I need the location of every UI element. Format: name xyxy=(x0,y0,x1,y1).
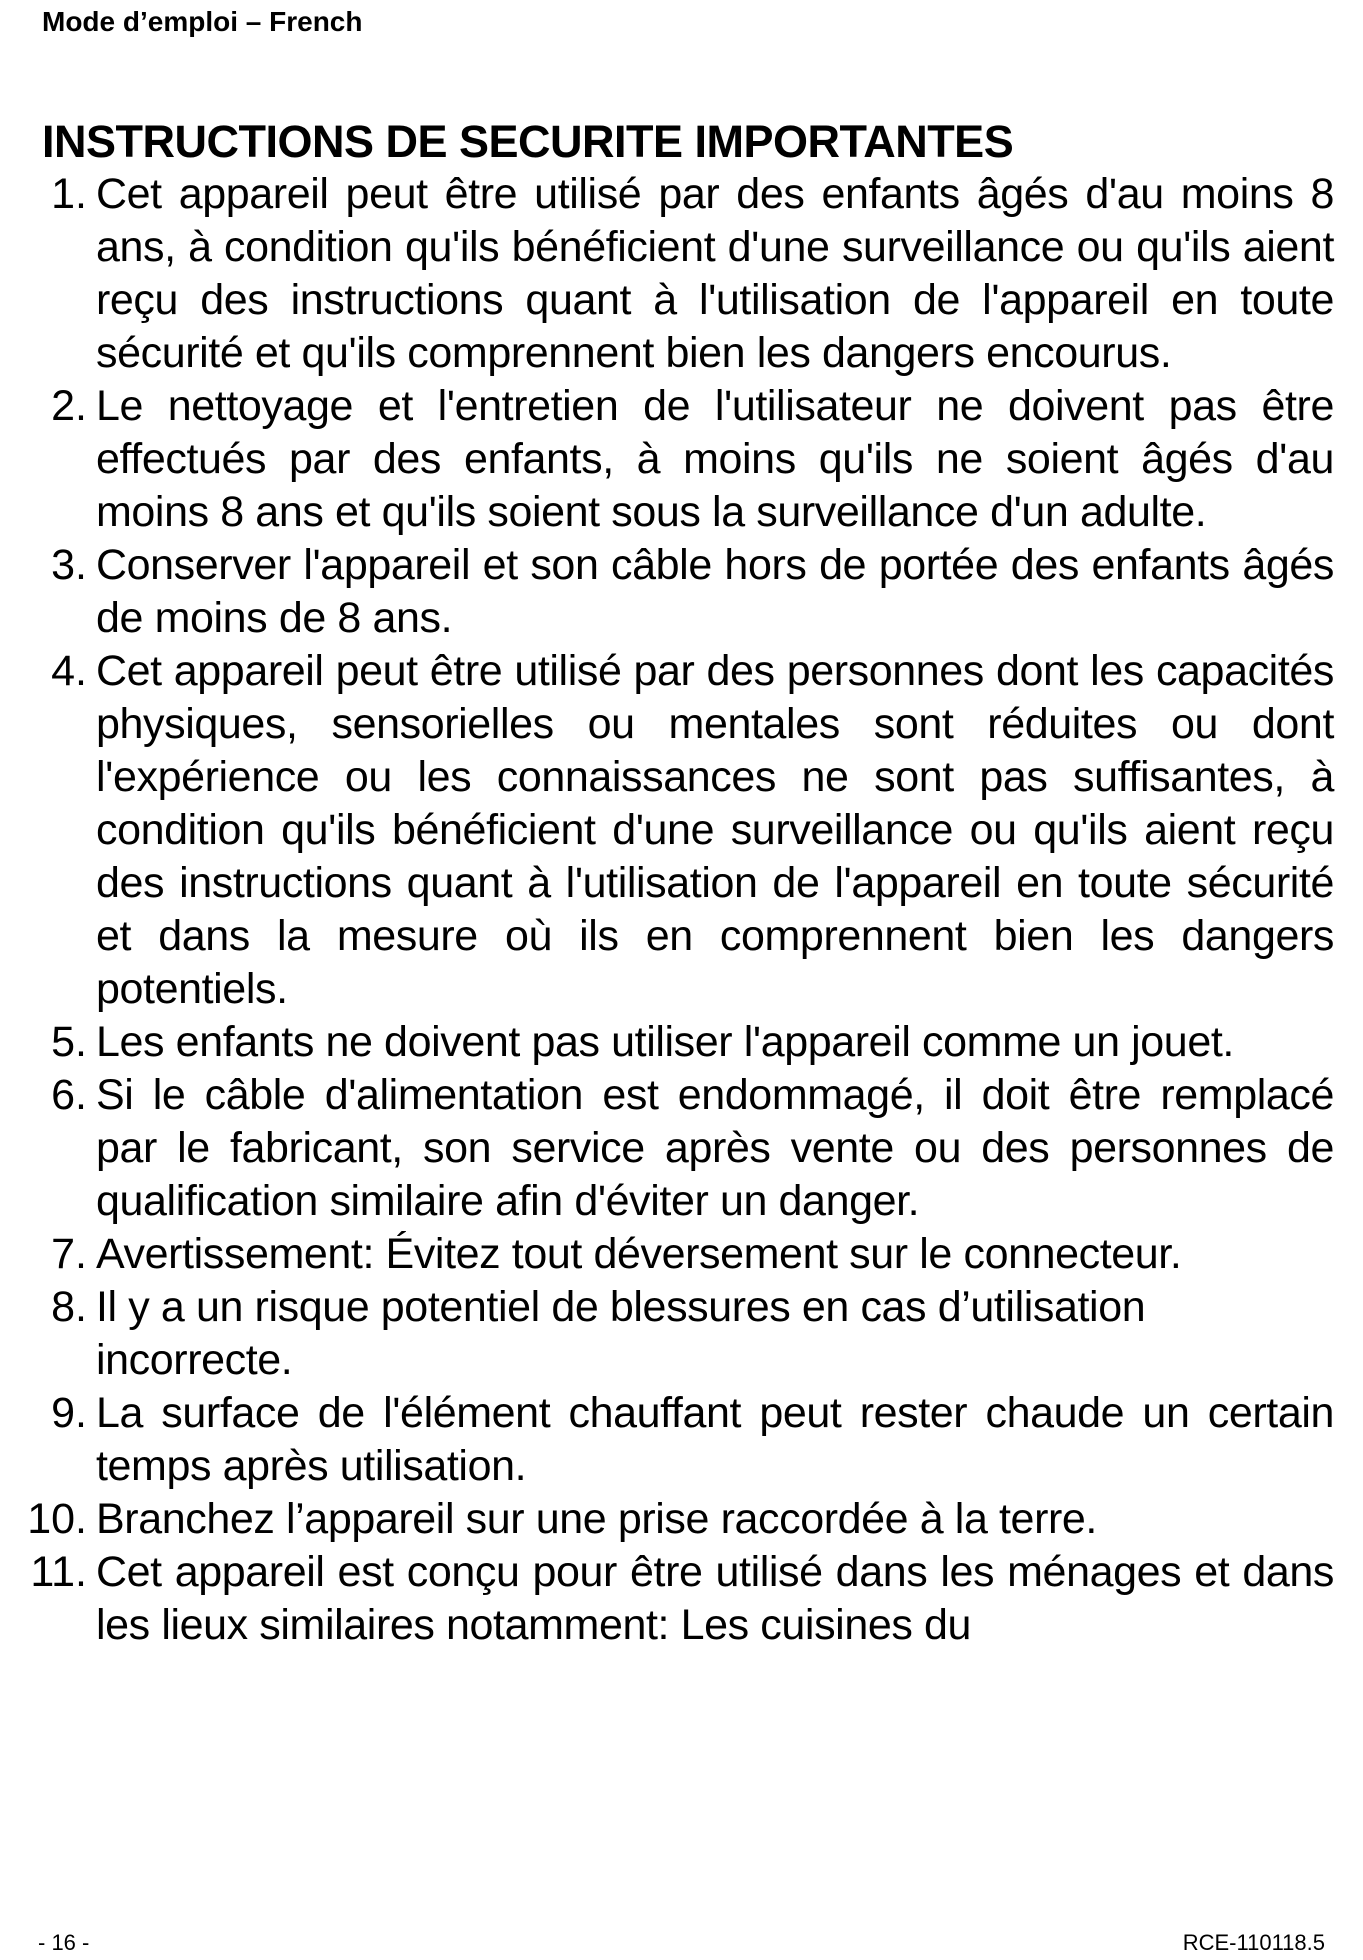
list-item xyxy=(0,1493,1363,1546)
item-number: 10. xyxy=(27,1495,87,1543)
item-text: Cet appareil est conçu pour être utilisé dans les ménages et dans les lieux similaires notamment: Les cuisines du xyxy=(96,1548,1334,1649)
item-text: Les enfants ne doivent pas utiliser l'appareil comme un jouet. xyxy=(96,1018,1234,1066)
list-item xyxy=(0,1546,1363,1652)
list-item xyxy=(0,168,1363,380)
item-text: Avertissement: Évitez tout déversement sur le connecteur. xyxy=(96,1230,1182,1278)
header-label: Mode d’emploi – French xyxy=(42,6,363,37)
document-code: RCE-110118.5 xyxy=(1182,1930,1325,1955)
item-number: 5. xyxy=(51,1018,87,1066)
item-number: 1. xyxy=(51,170,87,218)
item-number: 9. xyxy=(51,1389,87,1437)
list-item xyxy=(0,645,1363,1016)
list-item xyxy=(0,1228,1363,1281)
item-number: 3. xyxy=(51,541,87,589)
item-number: 8. xyxy=(51,1283,87,1331)
section-title: INSTRUCTIONS DE SECURITE IMPORTANTES xyxy=(42,116,1014,167)
item-text: Si le câble d'alimentation est endommagé, il doit être remplacé par le fabricant, son service après vente ou des personnes de qualification similaire afin d'éviter un danger. xyxy=(96,1071,1334,1225)
list-item xyxy=(0,1387,1363,1493)
item-number: 6. xyxy=(51,1071,87,1119)
item-number: 7. xyxy=(51,1230,87,1278)
item-text: Cet appareil peut être utilisé par des personnes dont les capacités physiques, sensorielles ou mentales sont réduites ou dont l'expérience ou les connaissances ne sont pas suffisantes, à condition qu'ils bénéficient d'une surveillance ou qu'ils aient reçu des instructions quant à l'utilisation de l'appareil en toute sécurité et dans la mesure où ils en comprennent bien les dangers potentiels. xyxy=(96,647,1334,1013)
item-text: Branchez l’appareil sur une prise raccordée à la terre. xyxy=(96,1495,1097,1543)
safety-instructions-list xyxy=(0,168,1363,1652)
list-item xyxy=(0,1281,1363,1387)
item-number: 2. xyxy=(51,382,87,430)
item-text: Cet appareil peut être utilisé par des enfants âgés d'au moins 8 ans, à condition qu'ils bénéficient d'une surveillance ou qu'ils aient reçu des instructions quant à l'utilisation de l'appareil en toute sécurité et qu'ils comprennent bien les dangers encourus. xyxy=(96,170,1334,377)
item-text: La surface de l'élément chauffant peut rester chaude un certain temps après utilisation. xyxy=(96,1389,1334,1490)
list-item xyxy=(0,1016,1363,1069)
item-number: 4. xyxy=(51,647,87,695)
item-text: Le nettoyage et l'entretien de l'utilisateur ne doivent pas être effectués par des enfants, à moins qu'ils ne soient âgés d'au moins 8 ans et qu'ils soient sous la surveillance d'un adulte. xyxy=(96,382,1334,536)
list-item xyxy=(0,380,1363,539)
item-number: 11. xyxy=(30,1548,87,1596)
page-number: - 16 - xyxy=(38,1930,90,1955)
item-text: Il y a un risque potentiel de blessures en cas d’utilisation incorrecte. xyxy=(96,1283,1146,1384)
list-item xyxy=(0,539,1363,645)
list-item xyxy=(0,1069,1363,1228)
item-text: Conserver l'appareil et son câble hors de portée des enfants âgés de moins de 8 ans. xyxy=(96,541,1334,642)
